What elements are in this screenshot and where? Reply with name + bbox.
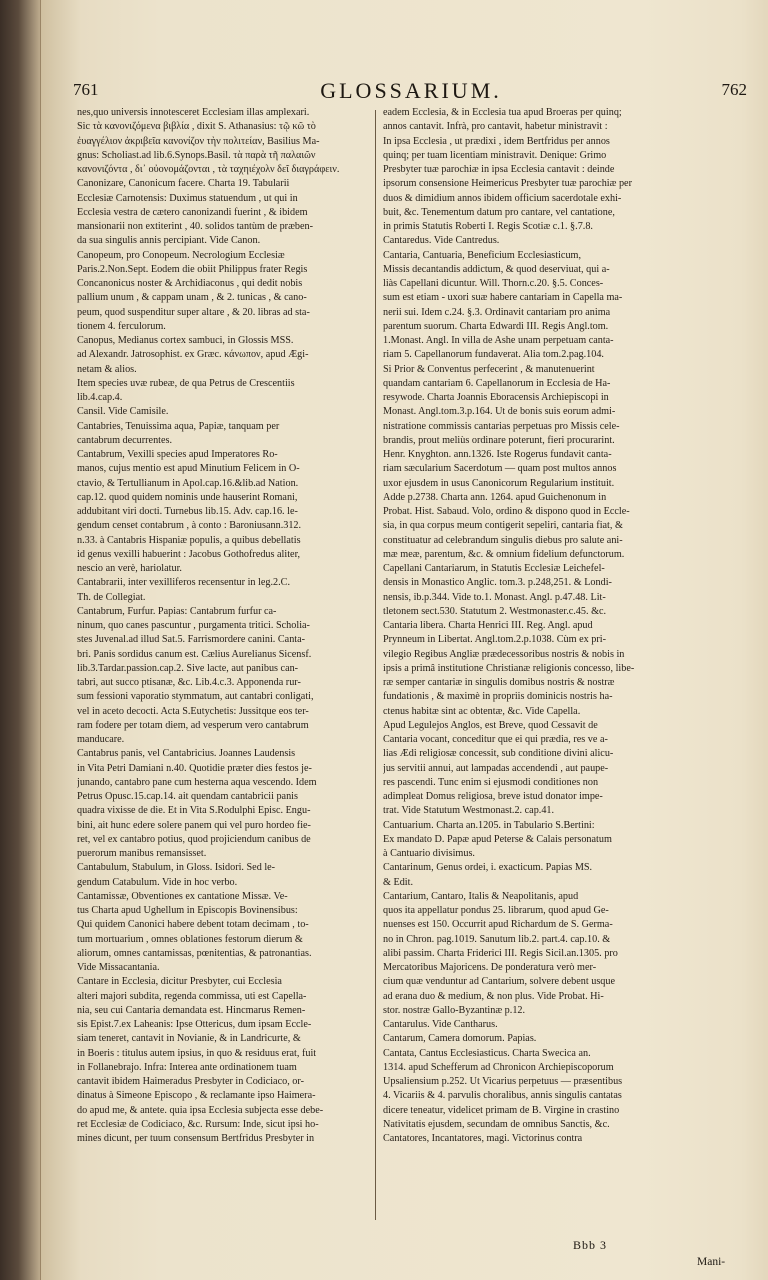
text-line: fundationis , & maximè in propriis dominicis nostris ha- [383,691,613,703]
left-text-column [77,106,367,1226]
text-line: eadem Ecclesia, & in Ecclesia tua apud Broeras per quinq; [383,107,622,118]
text-line: Cantarum, Camera domorum. Papias. [383,1033,537,1045]
text-line: gnus: Scholiast.ad lib.6.Synops.Basil. τὰ παρὰ τῆ παλαιῶν [77,149,316,161]
text-line: quadra vixisse de die. Et in Vita S.Rodulphi Episc. Engu- [77,805,311,817]
text-line: vilegio Regibus Angliæ prædecessoribus nostris & nobis in [383,648,625,660]
text-line: no in Chron. pag.1019. Sanutum lib.2. part.4. cap.10. & [383,933,611,945]
text-line: Probat. Hist. Sabaud. Volo, ordino & dispono quod in Eccle- [383,506,630,517]
text-line: Cansil. Vide Camisile. [77,406,169,418]
page-header [71,78,751,108]
text-line: sis Epist.7.ex Laheanis: Ipse Ottericus, dum ipsam Eccle- [77,1019,312,1030]
text-line: parentum suorum. Charta Edwardi III. Regis Angl.tom. [383,320,609,332]
text-line: buit, &c. Tenementum datum pro cantare, vel cantatione, [383,206,615,218]
text-line: stes Juvenal.ad illud Sat.5. Farrismordere canini. Canta- [77,634,306,646]
text-line: densis in Monastico Anglic. tom.3. p.248,251. & Londi- [383,577,612,589]
text-line: sia, in qua corpus meum contigerit sepeliri, cantaria fiat, & [383,520,623,532]
text-line: cium quæ venduntur ad Cantarium, solvere debent usque [383,976,615,988]
text-line: Cantabries, Tenuissima aqua, Papiæ, tanquam per [77,420,280,432]
text-line: res pascendi. Tunc enim si ejusmodi conditiones non [383,776,599,788]
text-line: sum fessioni vaporatio stymmatum, aut cantabri conligati, [77,691,314,703]
text-line: dinatus à Simeone Episcopo , & reclamante ipso Haimera- [77,1090,316,1102]
text-line: puerorum manibus remansisset. [77,848,207,859]
text-line: Capellani Cantariarum, in Statutis Ecclesiæ Leichefel- [383,563,605,574]
text-line: gendum Catabulum. Vide in hoc verbo. [77,876,238,888]
text-line: Adde p.2738. Charta ann. 1264. apud Guichenonum in [383,491,607,503]
text-line: Cantamissæ, Obventiones ex cantatione Missæ. Ve- [77,890,288,902]
text-line: Presbyter tuæ parochiæ in ipsa Ecclesia cantavit : deinde [383,164,615,175]
text-line: Cantatores, Incantatores, magi. Victorinus contra [383,1133,583,1144]
text-line: Cantaria, Cantuaria, Beneficium Ecclesiasticum, [383,249,582,261]
text-line: vel in aceto decocti. Acta S.Eutychetis: Jussitque eos ter- [77,705,309,717]
text-line: Cantata, Cantus Ecclesiasticus. Charta Swecica an. [383,1047,591,1059]
column-divider [375,110,376,1220]
text-line: sum est etiam - uxori suæ habere cantariam in Capella ma- [383,292,623,304]
text-line: Petrus Opusc.15.cap.14. ait quendam cantabricii panis [77,791,298,802]
text-line: alteri majori subdita, regenda commissa, uti est Capella- [77,990,307,1002]
text-line: Cantaria libera. Charta Henrici III. Reg. Angl. apud [383,620,593,631]
text-line: à Cantuario divisimus. [383,848,475,859]
text-line: Sic τὰ κανονιζόμενα βιβλία , dixit S. Athanasius: τῷ κῶ τὸ [77,121,316,133]
book-page [40,0,768,1280]
text-line: nescio an verè, hariolatur. [77,563,182,574]
text-line: netam & alios. [77,363,137,375]
text-line: mines dicunt, per tuum consensum Bertfridus Presbyter in [77,1133,315,1144]
text-line: constituatur ad celebrandum singulis diebus pro salute ani- [383,534,623,546]
running-title: GLOSSARIUM. [320,78,502,103]
right-text-column [383,106,679,1226]
text-line: Canonizare, Canonicum facere. Charta 19. Tabularii [77,178,290,190]
text-line: tionem 4. ferculorum. [77,320,166,332]
text-line: gendum censet contabrum , à conto : Baroniusann.312. [77,520,302,532]
text-line: in primis Statutis Roberti I. Regis Scotiæ c.1. §.7.8. [383,221,593,232]
text-line: ipsis a primâ institutione Christianæ religionis concesso, libe- [383,662,635,674]
text-line: riam 5. Capellanorum fundaverat. Alia tom.2.pag.104. [383,349,604,361]
text-line: Cantaria vocant, conceditur que ei qui prædia, res ve a- [383,734,608,745]
text-line: Canopus, Medianus cortex sambuci, in Glossis MSS. [77,335,294,346]
text-line: Cantuarium. Charta an.1205. in Tabulario S.Bertini: [383,819,595,831]
text-line: Cantarinum, Genus ordei, i. exacticum. Papias MS. [383,862,593,874]
text-line: Ecclesiæ Carnotensis: Duximus statuendum , ut qui in [77,192,298,204]
text-line: Qui quidem Canonici habere debent totam decimam , to- [77,919,309,931]
text-line: do apud me, & antete. quia ipsa Ecclesia subjecta esse debe- [77,1104,324,1116]
text-line: ninum, quo canes pascuntur , purgamenta tritici. Scholia- [77,620,310,631]
text-line: nerii sui. Idem c.24. §.3. Ordinavit cantariam pro anima [383,306,611,318]
text-line: nistratione commissis cantarias perpetuas pro Missis cele- [383,420,620,432]
text-line: siam teneret, cantavit in Novianie, & in Landricurte, & [77,1033,301,1045]
text-line: stor. nostræ Gallo-Byzantinæ p.12. [383,1004,526,1016]
text-line: Missis decantandis addictum, & quod deserviuat, qui a- [383,263,610,275]
page-number-left: 761 [73,80,99,99]
text-line: cantavit ibidem Haimeradus Presbyter in Codiciaco, or- [77,1076,304,1087]
text-line: lias Ædi religiosæ concessit, sub conditione divini alicu- [383,748,614,760]
text-line: Cantabrus panis, vel Cantabricius. Joannes Laudensis [77,748,296,760]
text-line: Paris.2.Non.Sept. Eodem die obiit Philippus frater Regis [77,263,308,275]
text-line: Nativitatis ejusdem, secundam de omnibus Sanctis, &c. [383,1118,610,1130]
text-line: peum, quod suspenditur super altare , & 20. libras ad sta- [77,306,310,318]
text-line: lib.3.Tardar.passion.cap.2. Sive lacte, aut panibus can- [77,662,299,674]
text-line: ctavio, & Tertullianum in Apol.cap.16.&lib.ad Nation. [77,477,299,489]
text-line: liàs Capellani dicuntur. Will. Thorn.c.20. §.5. Conces- [383,278,604,289]
text-line: id genus vexilli habuerint : Jacobus Gothofredus aliter, [77,548,301,560]
text-line: jus servitii annui, aut lampadas accendendi , aut paupe- [383,762,609,774]
text-line: 1314. apud Schefferum ad Chronicon Archiepiscoporum [383,1061,614,1073]
text-line: uxor ejusdem in usus Canonicorum Regularium instituit. [383,477,615,489]
text-line: Cantaredus. Vide Cantredus. [383,235,500,247]
text-line: Monast. Angl.tom.3.p.164. Ut de bonis suis eorum admi- [383,406,616,418]
text-line: quandam cantariam 6. Capellanorum in Ecclesia de Ha- [383,377,611,389]
text-line: cantabrum decurrentes. [77,434,173,446]
text-line: ad Alexandr. Jatrosophist. ex Græc. κάνωπον, apud Ægi- [77,349,309,361]
text-line: mæ meæ, parentum, &c. & omnium fidelium defunctorum. [383,548,625,560]
text-line: ræ semper cantariæ in singulis domibus nostris & nostræ [383,677,615,688]
text-line: bri. Panis sordidus canum est. Cælius Aurelianus Sicensf. [77,648,312,660]
text-line: mansionarii non extiterint , 40. solidos tantùm de præben- [77,221,313,232]
text-line: Vide Missacantania. [77,962,160,973]
text-line: annos cantavit. Infrà, pro cantavit, habetur ministravit : [383,121,608,133]
text-line: alibi passim. Charta Friderici III. Regis Sicil.an.1305. pro [383,947,618,959]
text-line: Cantabulum, Stabulum, in Gloss. Isidori. Sed le- [77,862,276,874]
text-line: & Edit. [383,876,413,888]
signature-mark: Bbb 3 [573,1238,608,1252]
text-line: ret, vel ex cantabro potius, quod projiciendum canibus de [77,833,311,845]
text-line: in Boeris : titulus autem ipsius, in quo & residuus erat, fuit [77,1047,317,1059]
text-line: junando, cantabro pane cum hesterna aqua vescendo. Idem [77,776,317,788]
text-line: da sua singulis annis percipiant. Vide Canon. [77,235,261,247]
text-line: ret Ecclesiæ de Codiciaco, &c. Rursum: Inde, sicut ipsi ho- [77,1118,319,1130]
text-line: Si Prior & Conventus perfecerint , & manutenuerint [383,363,595,375]
text-line: in Follanebrajo. Infra: Interea ante ordinationem tuam [77,1061,297,1073]
catchword: Mani- [697,1256,726,1268]
text-line: quinq; per tuam licentiam ministravit. Denique: Grimo [383,149,607,161]
text-line: nuenses est 150. Occurrit apud Richardum de S. Germa- [383,919,613,931]
text-line: Upsaliensium p.252. Ut Vicarius perpetuus — præsentibus [383,1076,623,1087]
text-line: Canopeum, pro Conopeum. Necrologium Ecclesiæ [77,249,285,261]
text-line: nes,quo universis innotesceret Ecclesiam illas amplexari. [77,107,310,118]
text-line: Ex mandato D. Papæ apud Peterse & Calais personatum [383,833,612,845]
text-line: adimpleat Domus religiosa, breve istud donator impe- [383,791,603,802]
text-line: quos ita appellatur pondus 25. librarum, quod apud Ge- [383,905,609,916]
text-line: manducare. [77,734,125,745]
text-line: Cantabrum, Vexilli species apud Imperatores Ro- [77,449,278,460]
text-line: In ipsa Ecclesia , ut prædixi , idem Bertfridus per annos [383,135,610,147]
text-line: addubitant viri docti. Turnebus lib.15. Adv. cap.16. le- [77,506,298,517]
text-line: nensis, ib.p.344. Vide to.1. Monast. Angl. p.47.48. Lit- [383,591,606,603]
text-line: aliorum, omnes cantamissas, pœnitentias, & patronantias. [77,947,312,959]
text-line: ad erana duo & medium, & non plus. Vide Probat. Hi- [383,990,604,1002]
text-line: cap.12. quod quidem nominis unde hauserint Romani, [77,491,298,503]
text-line: ram fodere per totam diem, ad vesperum vero cantabrum [77,719,309,731]
text-line: tletonem sect.530. Statutum 2. Westmonaster.c.45. &c. [383,605,607,617]
page-number-right: 762 [721,80,747,99]
text-line: 4. Vicariis & 4. parvulis choralibus, annis singulis cantatas [383,1090,622,1102]
text-line: Cantabrarii, inter vexilliferos recensentur in leg.2.C. [77,577,291,589]
text-line: n.33. à Cantabris Hispaniæ populis, a quibus debellatis [77,534,301,546]
text-line: Cantarium, Cantaro, Italis & Neapolitanis, apud [383,890,579,902]
text-line: Prynneum in Libertat. Angl.tom.2.p.1038. Cùm ex pri- [383,634,606,646]
text-line: Henr. Knyghton. ann.1326. Iste Rogerus fundavit canta- [383,449,612,460]
text-line: trat. Vide Statutum Westmonast.2. cap.41. [383,805,555,817]
text-line: brandis, prout meliùs ordinare poterunt, fieri procurarint. [383,434,615,446]
text-line: Ecclesia vestra de cætero canonizandi fuerint , & ibidem [77,206,308,218]
text-line: κανονιζόντα , δι᾽ οὐονομάζονται , τὰ ταχηιέχολν δεῖ διαγράφειν. [77,164,340,175]
text-line: resywode. Charta Joannis Eboracensis Archiepiscopi in [383,392,609,403]
text-line: pallium unum , & cappam unam , & 2. tunicas , & cano- [77,292,307,304]
text-line: nia, seu cui Cantaria demandata est. Hincmarus Remen- [77,1004,306,1016]
text-line: ctenus habitæ sint ac obtentæ, &c. Vide Capella. [383,705,581,717]
text-line: riam sæcularium Sacerdotum — quam post multos annos [383,463,617,475]
text-line: manos, cujus mentio est apud Minutium Felicem in O- [77,463,300,475]
text-line: ἐυαγγέλιον ἀκριβεῖα κανονίζον τὴν πολιτείαν, Basilius Ma- [77,135,320,147]
text-line: Mercatoribus Majoricens. De ponderatura verò mer- [383,962,597,973]
text-line: tus Charta apud Ughellum in Episcopis Bovinensibus: [77,905,298,916]
text-line: Item species uvæ rubeæ, de qua Petrus de Crescentiis [77,377,295,389]
text-line: Cantare in Ecclesia, dicitur Presbyter, cui Ecclesia [77,976,282,988]
text-line: Cantabrum, Furfur. Papias: Cantabrum furfur ca- [77,605,277,617]
text-line: dicere teneatur, videlicet primam de B. Virgine in crastino [383,1104,620,1116]
text-line: tabri, aut succo ptisanæ, &c. Lib.4.c.3. Apponenda rur- [77,677,301,688]
text-line: tum mortuarium , omnes oblationes festorum dierum & [77,933,303,945]
text-line: Concanonicus noster & Archidiaconus , qui dedit nobis [77,278,303,289]
text-line: Th. de Collegiat. [77,591,146,603]
text-line: 1.Monast. Angl. In villa de Ashe unam perpetuam canta- [383,335,614,346]
text-line: in Vita Petri Damiani n.40. Quotidie præter dies festos je- [77,762,312,774]
text-line: lib.4.cap.4. [77,392,123,403]
text-line: Apud Legulejos Anglos, est Breve, quod Cessavit de [383,719,598,731]
text-line: duos & dimidium annos ibidem officium sacerdotale exhi- [383,192,622,204]
text-line: ipsorum consensione Heimericus Presbyter tuæ parochiæ per [383,178,632,190]
text-line: Cantarulus. Vide Cantharus. [383,1019,498,1030]
text-line: bini, ait hunc edere solere panem qui vel puro hordeo fie- [77,819,311,831]
